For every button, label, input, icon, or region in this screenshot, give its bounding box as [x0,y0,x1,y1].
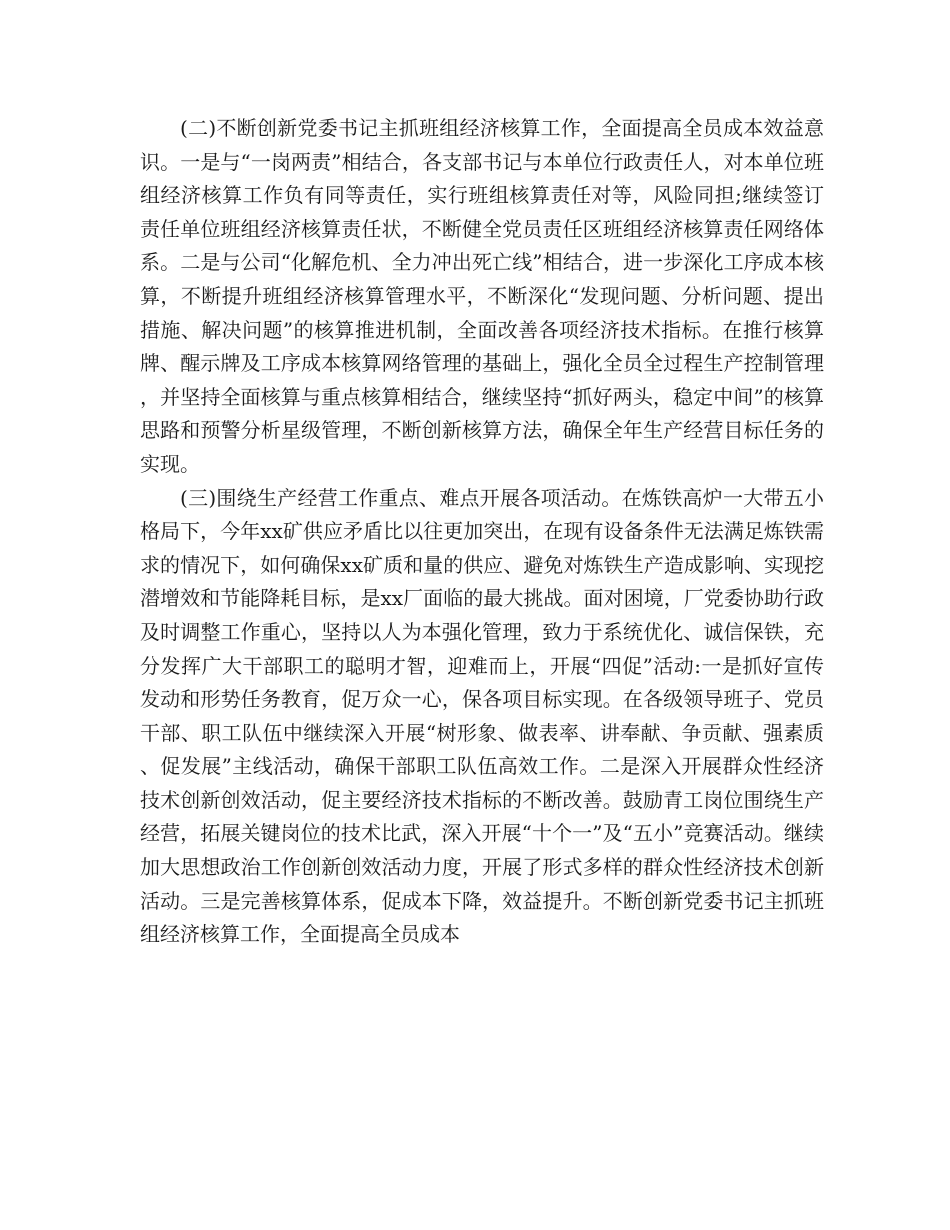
paragraph-section-3: (三)围绕生产经营工作重点、难点开展各项活动。在炼铁高炉一大带五小格局下，今年xx矿供应矛盾比以往更加突出，在现有设备条件无法满足炼铁需求的情况下，如何确保xx矿质和量的供应、避免对炼铁生产造成影响、实现挖潜增效和节能降耗目标，是xx厂面临的最大挑战。面对困境，厂党委协助行政及时调整工作重心，坚持以人为本强化管理，致力于系统优化、诚信保铁，充分发挥广大干部职工的聪明才智，迎难而上，开展“四促”活动:一是抓好宣传发动和形势任务教育，促万众一心，保各项目标实现。在各级领导班子、党员干部、职工队伍中继续深入开展“树形象、做表率、讲奉献、争贡献、强素质、促发展”主线活动，确保干部职工队伍高效工作。二是深入开展群众性经济技术创新创效活动，促主要经济技术指标的不断改善。鼓励青工岗位围绕生产经营，拓展关键岗位的技术比武，深入开展“十个一”及“五小”竞赛活动。继续加大思想政治工作创新创效活动力度，开展了形式多样的群众性经济技术创新活动。三是完善核算体系，促成本下降，效益提升。不断创新党委书记主抓班组经济核算工作，全面提高全员成本 [140,485,824,947]
document-page [140,112,824,952]
paragraph-section-2: (二)不断创新党委书记主抓班组经济核算工作，全面提高全员成本效益意识。一是与“一岗两责”相结合，各支部书记与本单位行政责任人，对本单位班组经济核算工作负有同等责任，实行班组核算责任对等，风险同担;继续签订责任单位班组经济核算责任状，不断健全党员责任区班组经济核算责任网络体系。二是与公司“化解危机、全力冲出死亡线”相结合，进一步深化工序成本核算，不断提升班组经济核算管理水平，不断深化“发现问题、分析问题、提出措施、解决问题”的核算推进机制，全面改善各项经济技术指标。在推行核算牌、醒示牌及工序成本核算网络管理的基础上，强化全员全过程生产控制管理，并坚持全面核算与重点核算相结合，继续坚持“抓好两头，稳定中间”的核算思路和预警分析星级管理，不断创新核算方法，确保全年生产经营目标任务的实现。 [140,116,824,476]
